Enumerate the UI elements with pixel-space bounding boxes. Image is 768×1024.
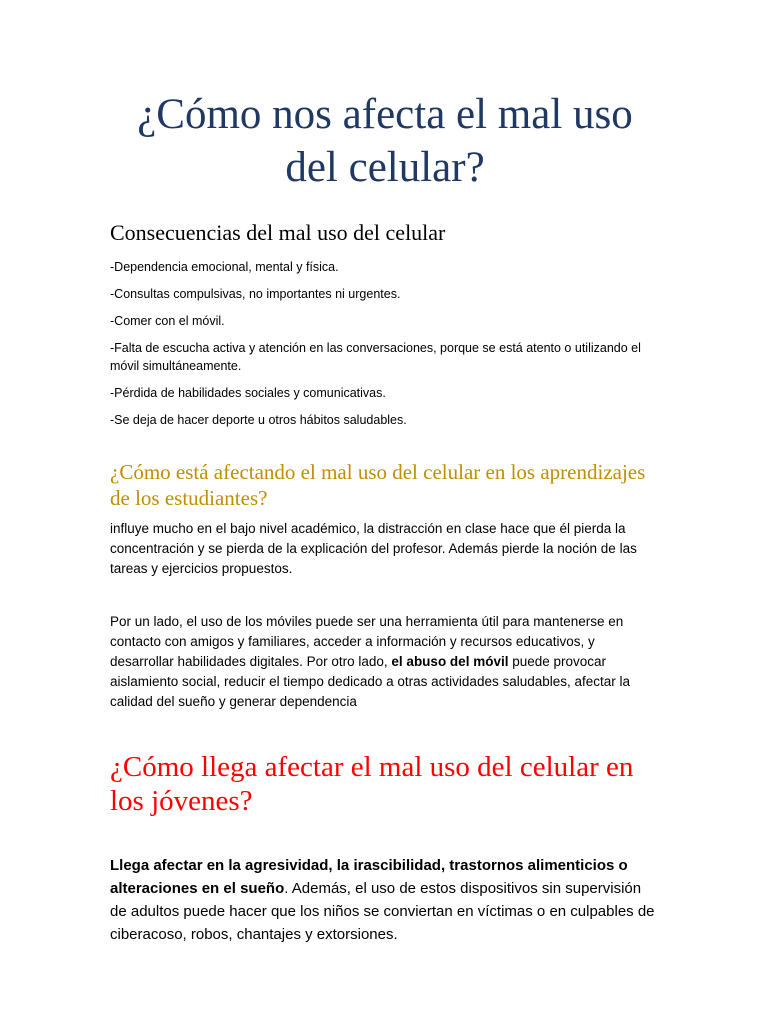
section-heading-youth: ¿Cómo llega afectar el mal uso del celular en los jóvenes? [110, 751, 634, 817]
page-title: ¿Cómo nos afecta el mal uso del celular? [137, 91, 633, 191]
paragraph-text: puede provocar aislamiento social, reducir el tiempo dedicado a otras actividades saludables, afectar la calidad del sueño y generar dependencia [110, 654, 631, 709]
paragraph-text: Por un lado, el uso de los móviles puede ser una herramienta útil para mantenerse en contacto con amigos y familiares, acceder a información y recursos educativos, y desarrollar habilidades digitales. Por otro lado, [110, 614, 624, 669]
list-item: -Se deja de hacer deporte u otros hábitos saludables. [110, 413, 407, 427]
list-item: -Falta de escucha activa y atención en las conversaciones, porque se está atento o utilizando el móvil simultáneamente. [110, 341, 641, 373]
list-item: -Dependencia emocional, mental y física. [110, 260, 339, 274]
learning-paragraph-1: influye mucho en el bajo nivel académico, la distracción en clase hace que él pierda la concentración y se pierda de la explicación del profesor. Además pierde la noción de las tareas y ejercicios propuestos. [110, 521, 637, 576]
section-heading-consequences: Consecuencias del mal uso del celular [110, 220, 446, 245]
paragraph-text: . Además, el uso de estos dispositivos sin supervisión de adultos puede hacer que los niños se conviertan en víctimas o en culpables de ciberacoso, robos, chantajes y extorsiones. [110, 880, 655, 943]
list-item: -Comer con el móvil. [110, 314, 225, 328]
bold-phrase: Llega afectar en la agresividad, la irascibilidad, trastornos alimenticios o alteraciones en el sueño [110, 857, 628, 897]
section-heading-learning: ¿Cómo está afectando el mal uso del celular en los aprendizajes de los estudiantes? [110, 460, 646, 510]
list-item: -Consultas compulsivas, no importantes ni urgentes. [110, 287, 401, 301]
youth-paragraph [110, 854, 660, 946]
learning-paragraph-2 [110, 612, 660, 712]
bold-phrase: el abuso del móvil [391, 654, 509, 669]
list-item: -Pérdida de habilidades sociales y comunicativas. [110, 386, 386, 400]
consequences-list [110, 258, 660, 429]
